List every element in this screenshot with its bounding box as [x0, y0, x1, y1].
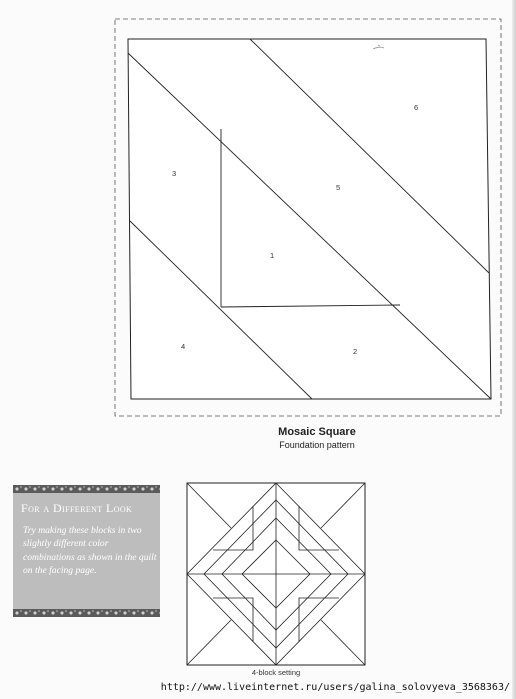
sidebar-border-bottom: [13, 609, 160, 617]
setting-seams: [187, 483, 365, 665]
sidebar-border-top: [13, 485, 160, 493]
setting-caption: 4-block setting: [251, 668, 301, 677]
foundation-pattern: [110, 16, 505, 418]
piece-label-3: 3: [172, 169, 177, 178]
sidebar-body: Try making these blocks in two slightly different color combinations as shown in the quilt on the facing page.: [23, 525, 157, 577]
piece-label-5: 5: [336, 183, 341, 192]
piece-label-2: 2: [353, 347, 358, 356]
four-block-setting-diagram: [186, 482, 366, 666]
source-url[interactable]: http://www.liveinternet.ru/users/galina_solovyeva_3568363/: [160, 682, 510, 693]
piece-label-1: 1: [270, 251, 275, 260]
pattern-caption: [212, 426, 422, 452]
pattern-subtitle: Foundation pattern: [279, 440, 355, 450]
piece-label-4: 4: [181, 342, 186, 351]
page-edge-shadow: [512, 0, 516, 699]
sidebar-heading: For a Different Look: [21, 501, 133, 515]
pattern-title: Mosaic Square: [278, 426, 356, 438]
piece-label-6: 6: [414, 103, 419, 112]
different-look-sidebar: [13, 485, 160, 617]
